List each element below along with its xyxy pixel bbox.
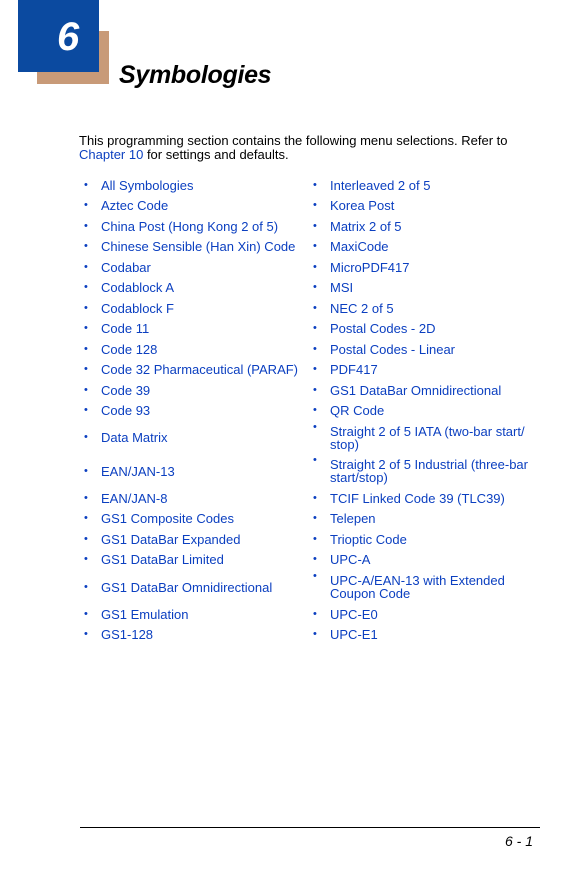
bullet-icon: •: [84, 178, 88, 191]
symbology-right-item[interactable]: [313, 360, 538, 381]
bullet-icon: •: [84, 260, 88, 273]
symbology-left-item[interactable]: [84, 360, 304, 381]
bullet-icon: •: [84, 383, 88, 396]
symbology-right-item-label: Korea Post: [330, 198, 395, 214]
bullet-icon: •: [84, 342, 88, 355]
symbology-left-item-label: EAN/JAN-8: [101, 490, 168, 506]
bullet-icon: •: [84, 628, 88, 641]
symbology-right-item[interactable]: [313, 401, 538, 422]
symbology-left-item-label: Code 11: [101, 321, 150, 337]
symbology-right-item-label: PDF417: [330, 362, 378, 378]
symbology-right-item-label: UPC-E1: [330, 627, 378, 643]
symbology-left-item-label: Codabar: [101, 259, 151, 275]
symbology-right-item[interactable]: [313, 257, 538, 278]
symbology-left-item-label: EAN/JAN-13: [101, 463, 175, 479]
symbology-right-item[interactable]: [313, 421, 538, 454]
symbology-left-item[interactable]: [84, 257, 304, 278]
page-number: 6 - 1: [505, 833, 534, 849]
symbology-right-item-label: Postal Codes - 2D: [330, 321, 436, 337]
symbology-right-item[interactable]: [313, 570, 538, 604]
bullet-icon: •: [313, 491, 317, 504]
symbology-right-item[interactable]: [313, 298, 538, 319]
bullet-icon: •: [313, 553, 317, 566]
symbology-right-item-label: TCIF Linked Code 39 (TLC39): [330, 490, 505, 506]
symbology-right-item[interactable]: [313, 339, 538, 360]
bullet-icon: •: [313, 301, 317, 314]
symbology-right-item[interactable]: [313, 529, 538, 550]
symbology-right-item-label: UPC-A: [330, 552, 371, 568]
symbology-left-item[interactable]: [84, 278, 304, 299]
bullet-icon: •: [84, 322, 88, 335]
symbology-right-item-label: MicroPDF417: [330, 259, 410, 275]
symbology-left-item[interactable]: [84, 488, 304, 509]
bullet-icon: •: [84, 512, 88, 525]
symbology-left-item-label: Code 128: [101, 341, 158, 357]
bullet-icon: •: [313, 219, 317, 232]
bullet-icon: •: [84, 199, 88, 212]
symbology-right-item-label: GS1 DataBar Omnidirectional: [330, 382, 502, 398]
symbology-left-item[interactable]: [84, 319, 304, 340]
symbology-right-item-label: QR Code: [330, 403, 385, 419]
bullet-icon: •: [84, 219, 88, 232]
chapter-tab: [18, 0, 99, 72]
symbology-right-item[interactable]: [313, 278, 538, 299]
symbology-left-item-label: GS1 Emulation: [101, 606, 189, 622]
symbology-left-item[interactable]: [84, 380, 304, 401]
symbology-right-item-label: UPC-E0: [330, 606, 378, 622]
bullet-icon: •: [84, 240, 88, 253]
symbology-right-item-label: Telepen: [330, 511, 376, 527]
bullet-icon: •: [313, 454, 317, 466]
bullet-icon: •: [313, 322, 317, 335]
symbology-left-item-label: Codablock F: [101, 300, 174, 316]
symbology-left-item[interactable]: [84, 401, 304, 422]
symbology-right-item[interactable]: [313, 488, 538, 509]
bullet-icon: •: [313, 404, 317, 417]
chapter-link[interactable]: Chapter 10: [79, 147, 144, 162]
bullet-icon: •: [84, 491, 88, 504]
intro-text: This programming section contains the following menu selections. Refer to: [79, 133, 508, 148]
symbology-left-item-label: Code 93: [101, 403, 151, 419]
symbology-left-item-label: Data Matrix: [101, 430, 168, 445]
symbology-left-item[interactable]: [84, 196, 304, 217]
symbology-list-left: [84, 175, 304, 645]
symbology-left-item-label: Aztec Code: [101, 198, 169, 214]
symbology-left-item[interactable]: [84, 421, 304, 454]
bullet-icon: •: [313, 342, 317, 355]
symbology-right-item-label: MSI: [330, 280, 354, 296]
bullet-icon: •: [313, 628, 317, 641]
symbology-left-item[interactable]: [84, 175, 304, 196]
bullet-icon: •: [313, 607, 317, 620]
symbology-right-item-label: NEC 2 of 5: [330, 300, 394, 316]
symbology-left-item[interactable]: [84, 529, 304, 550]
symbology-right-item[interactable]: [313, 237, 538, 258]
bullet-icon: •: [313, 260, 317, 273]
bullet-icon: •: [84, 607, 88, 620]
bullet-icon: •: [313, 281, 317, 294]
symbology-left-item-label: Codablock A: [101, 280, 174, 296]
symbology-right-item[interactable]: [313, 550, 538, 571]
symbology-right-item[interactable]: [313, 216, 538, 237]
bullet-icon: •: [313, 532, 317, 545]
bullet-icon: •: [84, 301, 88, 314]
symbology-left-item-label: GS1-128: [101, 627, 154, 643]
symbology-left-item[interactable]: [84, 339, 304, 360]
symbology-left-item[interactable]: [84, 298, 304, 319]
bullet-icon: •: [84, 580, 88, 593]
symbology-left-item-label: All Symbologies: [101, 177, 194, 193]
symbology-right-item-label: Straight 2 of 5 Industrial (three-bar start/stop): [330, 457, 528, 485]
symbology-left-item-label: GS1 Composite Codes: [101, 511, 234, 527]
bullet-icon: •: [313, 512, 317, 525]
symbology-right-item[interactable]: [313, 196, 538, 217]
symbology-right-item-label: UPC-A/EAN-13 with Extended Coupon Code: [330, 573, 505, 601]
symbology-right-item[interactable]: [313, 454, 538, 488]
bullet-icon: •: [313, 240, 317, 253]
symbology-left-item-label: GS1 DataBar Expanded: [101, 531, 241, 547]
symbology-right-item-label: MaxiCode: [330, 239, 389, 255]
bullet-icon: •: [84, 464, 88, 477]
symbology-list-right: [313, 175, 538, 645]
bullet-icon: •: [84, 404, 88, 417]
symbology-left-item[interactable]: [84, 216, 304, 237]
symbology-left-item[interactable]: [84, 604, 304, 625]
symbology-left-item-label: GS1 DataBar Omnidirectional: [101, 579, 273, 595]
bullet-icon: •: [84, 532, 88, 545]
symbology-right-item[interactable]: [313, 625, 538, 646]
footer-divider: [80, 827, 540, 828]
intro-paragraph: [79, 134, 529, 162]
chapter-number: 6: [57, 15, 80, 59]
symbology-left-item[interactable]: [84, 570, 304, 604]
bullet-icon: •: [84, 431, 88, 443]
symbology-right-item-label: Trioptic Code: [330, 531, 407, 547]
symbology-right-item[interactable]: [313, 380, 538, 401]
symbology-left-item[interactable]: [84, 237, 304, 258]
symbology-left-item[interactable]: [84, 550, 304, 571]
page-title: Symbologies: [119, 61, 272, 89]
symbology-right-item[interactable]: [313, 604, 538, 625]
symbology-right-item-label: Straight 2 of 5 IATA (two-bar start/ stop): [330, 423, 525, 452]
symbology-left-item-label: Chinese Sensible (Han Xin) Code: [101, 239, 296, 255]
symbology-left-item-label: China Post (Hong Kong 2 of 5): [101, 218, 279, 234]
symbology-right-item[interactable]: [313, 319, 538, 340]
bullet-icon: •: [313, 363, 317, 376]
symbology-left-item-label: GS1 DataBar Limited: [101, 552, 224, 568]
symbology-left-item[interactable]: [84, 454, 304, 488]
bullet-icon: •: [84, 363, 88, 376]
symbology-left-item-label: Code 39: [101, 382, 151, 398]
symbology-right-item[interactable]: [313, 509, 538, 530]
symbology-right-item-label: Matrix 2 of 5: [330, 218, 402, 234]
symbology-left-item-label: Code 32 Pharmaceutical (PARAF): [101, 362, 299, 378]
symbology-right-item-label: Postal Codes - Linear: [330, 341, 456, 357]
bullet-icon: •: [313, 421, 317, 433]
bullet-icon: •: [84, 281, 88, 294]
symbology-left-item[interactable]: [84, 509, 304, 530]
bullet-icon: •: [313, 199, 317, 212]
bullet-icon: •: [313, 570, 317, 582]
bullet-icon: •: [313, 383, 317, 396]
symbology-left-item[interactable]: [84, 625, 304, 646]
intro-text-after: for settings and defaults.: [143, 147, 289, 162]
bullet-icon: •: [84, 553, 88, 566]
symbology-right-item[interactable]: [313, 175, 538, 196]
symbology-right-item-label: Interleaved 2 of 5: [330, 177, 431, 193]
bullet-icon: •: [313, 178, 317, 191]
